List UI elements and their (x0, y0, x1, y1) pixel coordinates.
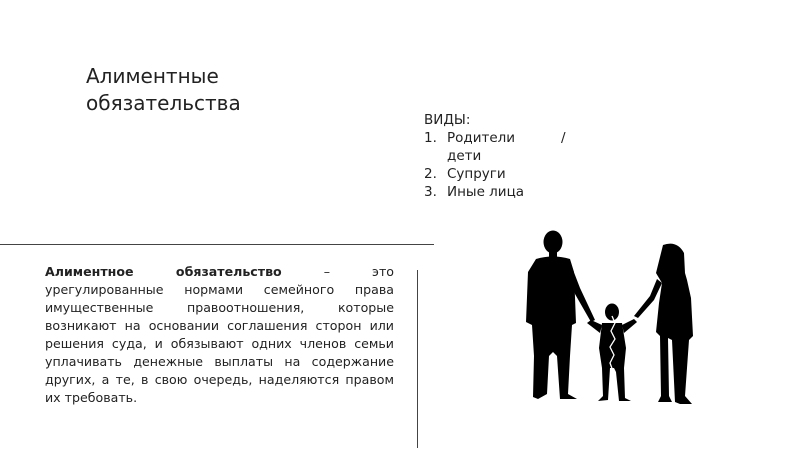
definition-paragraph (45, 263, 394, 407)
list-item-text: Иные лица (447, 184, 525, 200)
title-line-2: обязательства (86, 91, 241, 115)
list-item-number: 2. (424, 166, 437, 182)
slide-title (86, 63, 241, 117)
list-item-continuation: дети (447, 148, 482, 164)
family-silhouette-icon (520, 228, 705, 413)
list-item (424, 183, 584, 201)
list-item (424, 165, 584, 183)
horizontal-divider (0, 244, 434, 245)
list-item-text: Супруги (447, 166, 506, 182)
types-list (424, 129, 584, 201)
definition-term: Алиментное обязательство (45, 264, 282, 279)
vertical-divider (417, 270, 418, 448)
title-line-1: Алиментные (86, 64, 219, 88)
list-item (424, 129, 584, 165)
list-item-text: Родители (447, 130, 516, 146)
types-list-block (424, 111, 584, 201)
types-heading: ВИДЫ: (424, 112, 471, 128)
list-item-number: 3. (424, 184, 437, 200)
list-item-slash: / (561, 130, 566, 146)
list-item-number: 1. (424, 130, 437, 146)
definition-body: – это урегулированные нормами семейного права имущественные правоотношения, которые возникают на основании соглашения сторон или решения суда, и обязывают одних членов семьи уплачивать денежные выплаты на содержание других, а те, в свою очередь, наделяются правом их требовать. (45, 264, 395, 405)
